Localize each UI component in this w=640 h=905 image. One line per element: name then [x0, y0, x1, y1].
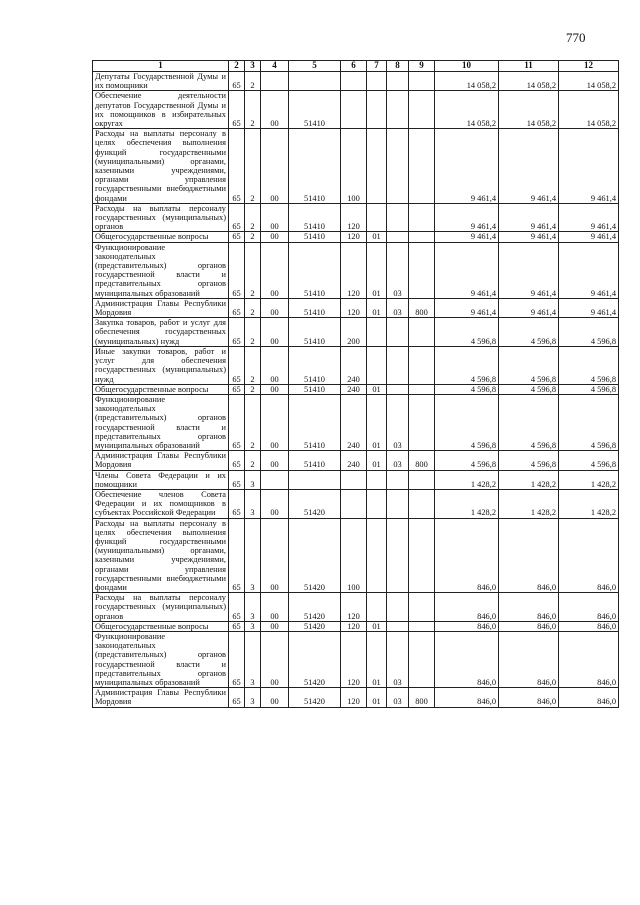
code-cell: 51410 [289, 384, 341, 394]
code-cell: 800 [409, 688, 435, 707]
row-name-cell: Администрация Главы Республики Мордовия [93, 451, 229, 470]
code-cell: 120 [341, 242, 367, 298]
code-cell [387, 470, 409, 489]
code-cell: 65 [229, 203, 245, 232]
code-cell: 00 [261, 203, 289, 232]
code-cell: 2 [245, 91, 261, 129]
amount-cell: 4 596,8 [499, 394, 559, 450]
column-header: 3 [245, 61, 261, 72]
code-cell: 3 [245, 688, 261, 707]
code-cell: 00 [261, 129, 289, 204]
row-name-cell: Общегосударственные вопросы [93, 232, 229, 242]
amount-cell: 9 461,4 [559, 129, 619, 204]
code-cell [367, 203, 387, 232]
code-cell: 65 [229, 621, 245, 631]
amount-cell: 9 461,4 [435, 242, 499, 298]
code-cell: 65 [229, 318, 245, 347]
code-cell [387, 593, 409, 622]
row-name-cell: Обеспечение деятельности депутатов Государственной Думы и их помощников в избирательных округах [93, 91, 229, 129]
code-cell [387, 232, 409, 242]
code-cell: 00 [261, 621, 289, 631]
code-cell: 00 [261, 688, 289, 707]
amount-cell: 846,0 [435, 631, 499, 687]
code-cell [409, 318, 435, 347]
row-name-cell: Иные закупки товаров, работ и услуг для обеспечения государственных (муниципальных) нужд [93, 346, 229, 384]
column-header: 1 [93, 61, 229, 72]
code-cell [409, 518, 435, 593]
code-cell [367, 72, 387, 91]
code-cell: 51420 [289, 518, 341, 593]
code-cell: 51420 [289, 621, 341, 631]
amount-cell: 4 596,8 [435, 394, 499, 450]
amount-cell: 9 461,4 [499, 203, 559, 232]
code-cell: 65 [229, 242, 245, 298]
row-name-cell: Функционирование законодательных (представительных) органов государственной власти и представительных органов муниципальных образований [93, 631, 229, 687]
code-cell: 65 [229, 346, 245, 384]
amount-cell: 846,0 [435, 621, 499, 631]
row-name-cell: Администрация Главы Республики Мордовия [93, 298, 229, 317]
code-cell: 240 [341, 451, 367, 470]
row-name-cell: Закупка товаров, работ и услуг для обеспечения государственных (муниципальных) нужд [93, 318, 229, 347]
table-body [93, 72, 619, 708]
amount-cell: 14 058,2 [499, 91, 559, 129]
code-cell: 2 [245, 394, 261, 450]
code-cell: 200 [341, 318, 367, 347]
budget-table [92, 60, 619, 708]
code-cell: 51420 [289, 688, 341, 707]
code-cell: 3 [245, 489, 261, 518]
amount-cell: 9 461,4 [499, 232, 559, 242]
code-cell: 51410 [289, 242, 341, 298]
amount-cell: 9 461,4 [499, 242, 559, 298]
amount-cell: 9 461,4 [559, 232, 619, 242]
code-cell: 240 [341, 394, 367, 450]
code-cell [367, 346, 387, 384]
amount-cell: 4 596,8 [559, 394, 619, 450]
code-cell: 03 [387, 394, 409, 450]
row-name-cell: Обеспечение членов Совета Федерации и их помощников в субъектах Российской Федерации [93, 489, 229, 518]
table-row [93, 346, 619, 384]
table-row [93, 203, 619, 232]
amount-cell: 846,0 [559, 518, 619, 593]
amount-cell: 9 461,4 [559, 242, 619, 298]
amount-cell: 9 461,4 [435, 232, 499, 242]
code-cell [409, 232, 435, 242]
page-number: 770 [566, 30, 586, 45]
code-cell: 65 [229, 298, 245, 317]
code-cell: 00 [261, 91, 289, 129]
code-cell: 3 [245, 470, 261, 489]
row-name-cell: Расходы на выплаты персоналу в целях обеспечения выполнения функций государственными (муниципальными) органами, казенными учреждениями, органами управления государственными внебюджетными фондами [93, 518, 229, 593]
code-cell: 01 [367, 298, 387, 317]
row-name-cell: Общегосударственные вопросы [93, 621, 229, 631]
code-cell: 800 [409, 451, 435, 470]
code-cell [387, 621, 409, 631]
amount-cell: 1 428,2 [499, 489, 559, 518]
table-row [93, 489, 619, 518]
code-cell [409, 621, 435, 631]
row-name-cell: Расходы на выплаты персоналу государственных (муниципальных) органов [93, 593, 229, 622]
column-header: 5 [289, 61, 341, 72]
code-cell: 2 [245, 232, 261, 242]
code-cell: 2 [245, 129, 261, 204]
code-cell: 00 [261, 394, 289, 450]
amount-cell: 846,0 [435, 688, 499, 707]
code-cell: 00 [261, 518, 289, 593]
column-header: 7 [367, 61, 387, 72]
code-cell: 51410 [289, 451, 341, 470]
code-cell: 51410 [289, 298, 341, 317]
code-cell [367, 318, 387, 347]
table-row [93, 129, 619, 204]
code-cell: 51410 [289, 129, 341, 204]
code-cell [409, 631, 435, 687]
code-cell [367, 91, 387, 129]
code-cell [409, 242, 435, 298]
amount-cell: 846,0 [435, 593, 499, 622]
amount-cell: 9 461,4 [559, 298, 619, 317]
column-header: 4 [261, 61, 289, 72]
code-cell: 2 [245, 203, 261, 232]
code-cell: 65 [229, 232, 245, 242]
table-row [93, 384, 619, 394]
code-cell [387, 346, 409, 384]
amount-cell: 846,0 [499, 593, 559, 622]
code-cell: 00 [261, 384, 289, 394]
row-name-cell: Расходы на выплаты персоналу государственных (муниципальных) органов [93, 203, 229, 232]
code-cell: 01 [367, 242, 387, 298]
code-cell: 00 [261, 593, 289, 622]
column-header: 8 [387, 61, 409, 72]
code-cell [387, 72, 409, 91]
code-cell: 51410 [289, 394, 341, 450]
code-cell: 240 [341, 346, 367, 384]
code-cell: 3 [245, 621, 261, 631]
code-cell: 01 [367, 384, 387, 394]
code-cell: 01 [367, 232, 387, 242]
table-row [93, 394, 619, 450]
amount-cell: 1 428,2 [435, 489, 499, 518]
amount-cell: 846,0 [559, 688, 619, 707]
row-name-cell: Общегосударственные вопросы [93, 384, 229, 394]
amount-cell: 4 596,8 [435, 451, 499, 470]
amount-cell: 4 596,8 [435, 318, 499, 347]
code-cell [367, 518, 387, 593]
code-cell: 800 [409, 298, 435, 317]
amount-cell: 846,0 [559, 631, 619, 687]
code-cell: 120 [341, 631, 367, 687]
code-cell: 65 [229, 470, 245, 489]
table-row [93, 318, 619, 347]
code-cell: 51420 [289, 593, 341, 622]
amount-cell: 14 058,2 [559, 72, 619, 91]
amount-cell: 1 428,2 [559, 470, 619, 489]
amount-cell: 846,0 [559, 593, 619, 622]
amount-cell: 1 428,2 [499, 470, 559, 489]
amount-cell: 4 596,8 [499, 384, 559, 394]
code-cell: 00 [261, 346, 289, 384]
amount-cell: 1 428,2 [435, 470, 499, 489]
code-cell: 01 [367, 621, 387, 631]
code-cell [341, 470, 367, 489]
code-cell: 00 [261, 451, 289, 470]
column-header: 12 [559, 61, 619, 72]
row-name-cell: Функционирование законодательных (представительных) органов государственной власти и представительных органов муниципальных образований [93, 394, 229, 450]
code-cell: 51410 [289, 91, 341, 129]
column-header: 9 [409, 61, 435, 72]
table-row [93, 518, 619, 593]
code-cell: 2 [245, 384, 261, 394]
amount-cell: 846,0 [559, 621, 619, 631]
amount-cell: 14 058,2 [559, 91, 619, 129]
code-cell: 65 [229, 688, 245, 707]
code-cell [261, 470, 289, 489]
code-cell: 51410 [289, 232, 341, 242]
code-cell: 51410 [289, 203, 341, 232]
code-cell: 65 [229, 72, 245, 91]
code-cell [387, 489, 409, 518]
amount-cell: 1 428,2 [559, 489, 619, 518]
column-header: 10 [435, 61, 499, 72]
code-cell: 3 [245, 593, 261, 622]
code-cell [289, 470, 341, 489]
code-cell: 00 [261, 318, 289, 347]
code-cell: 120 [341, 298, 367, 317]
code-cell [387, 518, 409, 593]
amount-cell: 14 058,2 [435, 72, 499, 91]
code-cell [409, 346, 435, 384]
code-cell [367, 593, 387, 622]
table-row [93, 242, 619, 298]
amount-cell: 846,0 [499, 688, 559, 707]
code-cell: 65 [229, 129, 245, 204]
code-cell [367, 470, 387, 489]
code-cell: 03 [387, 631, 409, 687]
code-cell: 2 [245, 346, 261, 384]
code-cell: 3 [245, 631, 261, 687]
amount-cell: 14 058,2 [435, 91, 499, 129]
code-cell [387, 129, 409, 204]
amount-cell: 4 596,8 [559, 318, 619, 347]
code-cell: 03 [387, 688, 409, 707]
code-cell: 51410 [289, 346, 341, 384]
table-row [93, 232, 619, 242]
amount-cell: 9 461,4 [559, 203, 619, 232]
code-cell: 65 [229, 631, 245, 687]
code-cell [409, 394, 435, 450]
code-cell: 00 [261, 242, 289, 298]
code-cell: 120 [341, 688, 367, 707]
code-cell: 51420 [289, 489, 341, 518]
code-cell [261, 72, 289, 91]
amount-cell: 846,0 [499, 518, 559, 593]
amount-cell: 4 596,8 [499, 318, 559, 347]
amount-cell: 9 461,4 [435, 129, 499, 204]
code-cell [387, 384, 409, 394]
code-cell [367, 489, 387, 518]
column-header: 6 [341, 61, 367, 72]
amount-cell: 9 461,4 [435, 203, 499, 232]
code-cell [387, 203, 409, 232]
code-cell [341, 489, 367, 518]
amount-cell: 846,0 [435, 518, 499, 593]
amount-cell: 4 596,8 [559, 451, 619, 470]
row-name-cell: Функционирование законодательных (представительных) органов государственной власти и представительных органов муниципальных образований [93, 242, 229, 298]
amount-cell: 9 461,4 [499, 129, 559, 204]
code-cell: 03 [387, 298, 409, 317]
amount-cell: 14 058,2 [499, 72, 559, 91]
code-cell [409, 470, 435, 489]
code-cell: 51420 [289, 631, 341, 687]
code-cell: 65 [229, 451, 245, 470]
code-cell: 3 [245, 518, 261, 593]
amount-cell: 846,0 [499, 631, 559, 687]
amount-cell: 9 461,4 [499, 298, 559, 317]
code-cell: 2 [245, 298, 261, 317]
code-cell [409, 384, 435, 394]
code-cell: 51410 [289, 318, 341, 347]
column-header: 2 [229, 61, 245, 72]
code-cell: 01 [367, 451, 387, 470]
code-cell: 65 [229, 394, 245, 450]
code-cell [341, 72, 367, 91]
table-row [93, 470, 619, 489]
table-row [93, 72, 619, 91]
code-cell: 120 [341, 203, 367, 232]
code-cell: 65 [229, 91, 245, 129]
code-cell [289, 72, 341, 91]
code-cell: 03 [387, 451, 409, 470]
code-cell: 01 [367, 394, 387, 450]
code-cell: 01 [367, 631, 387, 687]
amount-cell: 4 596,8 [435, 346, 499, 384]
table-row [93, 621, 619, 631]
table-row [93, 631, 619, 687]
amount-cell: 4 596,8 [559, 384, 619, 394]
code-cell: 240 [341, 384, 367, 394]
code-cell: 100 [341, 129, 367, 204]
row-name-cell: Депутаты Государственной Думы и их помощники [93, 72, 229, 91]
code-cell [409, 91, 435, 129]
table-row [93, 593, 619, 622]
amount-cell: 9 461,4 [435, 298, 499, 317]
table-row [93, 91, 619, 129]
code-cell [387, 318, 409, 347]
code-cell: 120 [341, 621, 367, 631]
code-cell: 65 [229, 384, 245, 394]
table-row [93, 451, 619, 470]
table-header-row [93, 61, 619, 72]
code-cell: 2 [245, 318, 261, 347]
table-row [93, 688, 619, 707]
table-row [93, 298, 619, 317]
code-cell: 2 [245, 242, 261, 298]
code-cell: 00 [261, 298, 289, 317]
code-cell [409, 72, 435, 91]
amount-cell: 4 596,8 [559, 346, 619, 384]
amount-cell: 4 596,8 [435, 384, 499, 394]
code-cell: 01 [367, 688, 387, 707]
code-cell [409, 129, 435, 204]
code-cell: 00 [261, 489, 289, 518]
code-cell: 65 [229, 593, 245, 622]
code-cell: 00 [261, 631, 289, 687]
code-cell: 120 [341, 232, 367, 242]
code-cell: 2 [245, 451, 261, 470]
code-cell [341, 91, 367, 129]
code-cell: 2 [245, 72, 261, 91]
code-cell: 03 [387, 242, 409, 298]
amount-cell: 4 596,8 [499, 346, 559, 384]
code-cell: 120 [341, 593, 367, 622]
code-cell [409, 489, 435, 518]
row-name-cell: Члены Совета Федерации и их помощники [93, 470, 229, 489]
amount-cell: 4 596,8 [499, 451, 559, 470]
row-name-cell: Администрация Главы Республики Мордовия [93, 688, 229, 707]
code-cell [367, 129, 387, 204]
code-cell: 65 [229, 518, 245, 593]
code-cell: 100 [341, 518, 367, 593]
amount-cell: 846,0 [499, 621, 559, 631]
code-cell [409, 203, 435, 232]
column-header: 11 [499, 61, 559, 72]
code-cell [387, 91, 409, 129]
code-cell [409, 593, 435, 622]
code-cell: 65 [229, 489, 245, 518]
code-cell: 00 [261, 232, 289, 242]
row-name-cell: Расходы на выплаты персоналу в целях обеспечения выполнения функций государственными (муниципальными) органами, казенными учреждениями, органами управления государственными внебюджетными фондами [93, 129, 229, 204]
